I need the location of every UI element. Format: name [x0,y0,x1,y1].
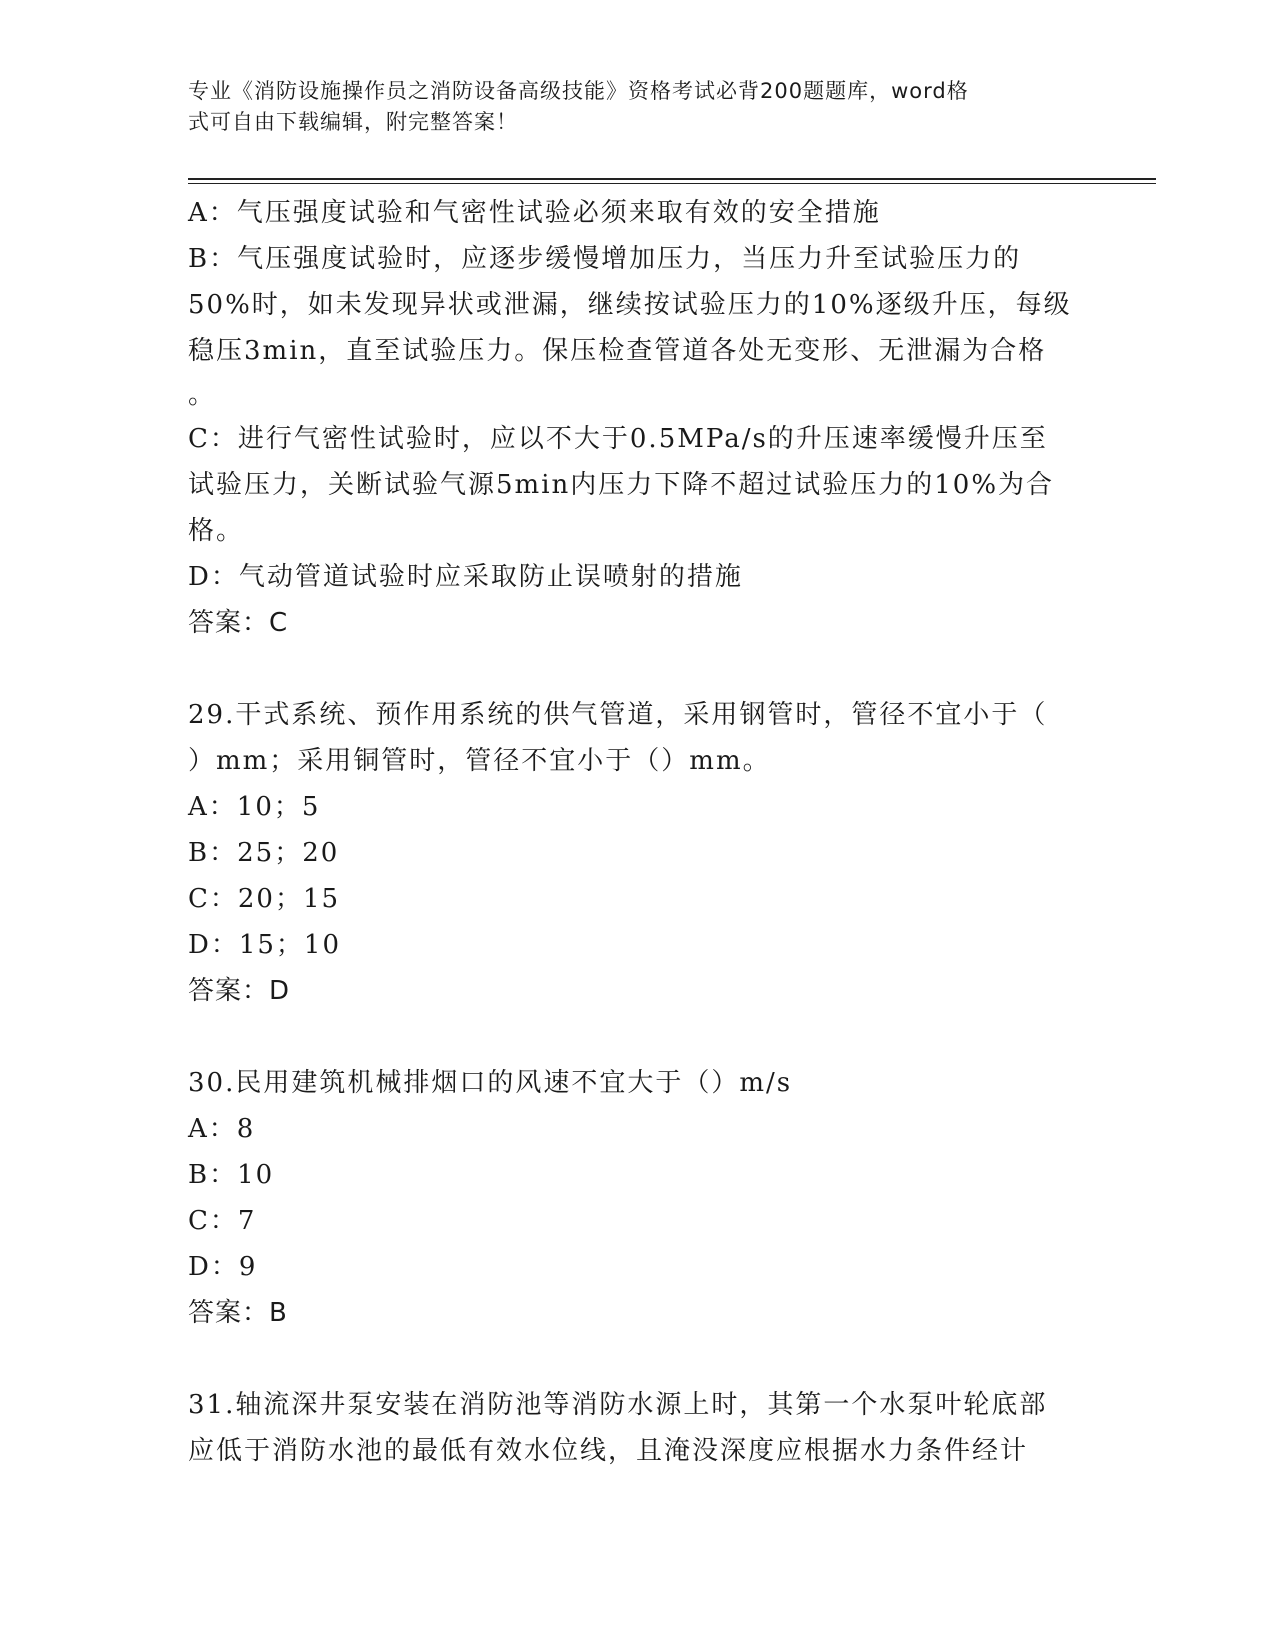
option-b-line: 稳压3min，直至试验压力。保压检查管道各处无变形、无泄漏为合格 [188,336,1047,366]
option-d: D：气动管道试验时应采取防止误喷射的措施 [188,562,743,592]
option-a: A：8 [188,1114,256,1144]
option-c-line: 试验压力，关断试验气源5min内压力下降不超过试验压力的10%为合 [188,470,1055,500]
header-rule-thin [188,183,1156,184]
option-c: C：7 [188,1206,257,1236]
option-c [188,416,1078,554]
question-stem: ）mm；采用铜管时，管径不宜小于（）mm。 [188,746,771,776]
option-b [188,236,1078,416]
question-stem: 31.轴流深井泵安装在消防池等消防水源上时，其第一个水泵叶轮底部 [188,1390,1048,1420]
question-stem: 29.干式系统、预作用系统的供气管道，采用钢管时，管径不宜小于（ [188,700,1048,730]
document-header [188,76,1068,138]
option-a: A：气压强度试验和气密性试验必须来取有效的安全措施 [188,198,881,228]
spacer [188,646,1078,692]
option-b: B：25；20 [188,838,340,868]
spacer [188,1336,1078,1382]
question-29 [188,692,1078,1014]
question-31 [188,1382,1078,1474]
option-c-line: 格。 [188,516,245,546]
option-b-line: 。 [188,380,217,410]
question-28 [188,190,1078,646]
answer-label: 答案：C [188,608,289,638]
option-b-line: 50%时，如未发现异状或泄漏，继续按试验压力的10%逐级升压，每级 [188,290,1072,320]
header-rule-thick [188,178,1156,180]
option-d: D：15；10 [188,930,342,960]
option-d: D：9 [188,1252,258,1282]
answer-label: 答案：B [188,1298,288,1328]
option-a: A：10；5 [188,792,321,822]
option-c: C：20；15 [188,884,341,914]
option-c-line: C：进行气密性试验时，应以不大于0.5MPa/s的升压速率缓慢升压至 [188,424,1048,454]
option-b: B：10 [188,1160,275,1190]
spacer [188,1014,1078,1060]
question-list [188,190,1078,1474]
question-stem: 应低于消防水池的最低有效水位线，且淹没深度应根据水力条件经计 [188,1436,1029,1466]
answer-label: 答案：D [188,976,291,1006]
question-stem: 30.民用建筑机械排烟口的风速不宜大于（）m/s [188,1068,793,1098]
option-b-line: B：气压强度试验时，应逐步缓慢增加压力，当压力升至试验压力的 [188,244,1022,274]
question-30 [188,1060,1078,1336]
header-line-1: 专业《消防设施操作员之消防设备高级技能》资格考试必背200题题库，word格 [188,79,969,103]
header-line-2: 式可自由下载编辑，附完整答案！ [188,110,518,134]
